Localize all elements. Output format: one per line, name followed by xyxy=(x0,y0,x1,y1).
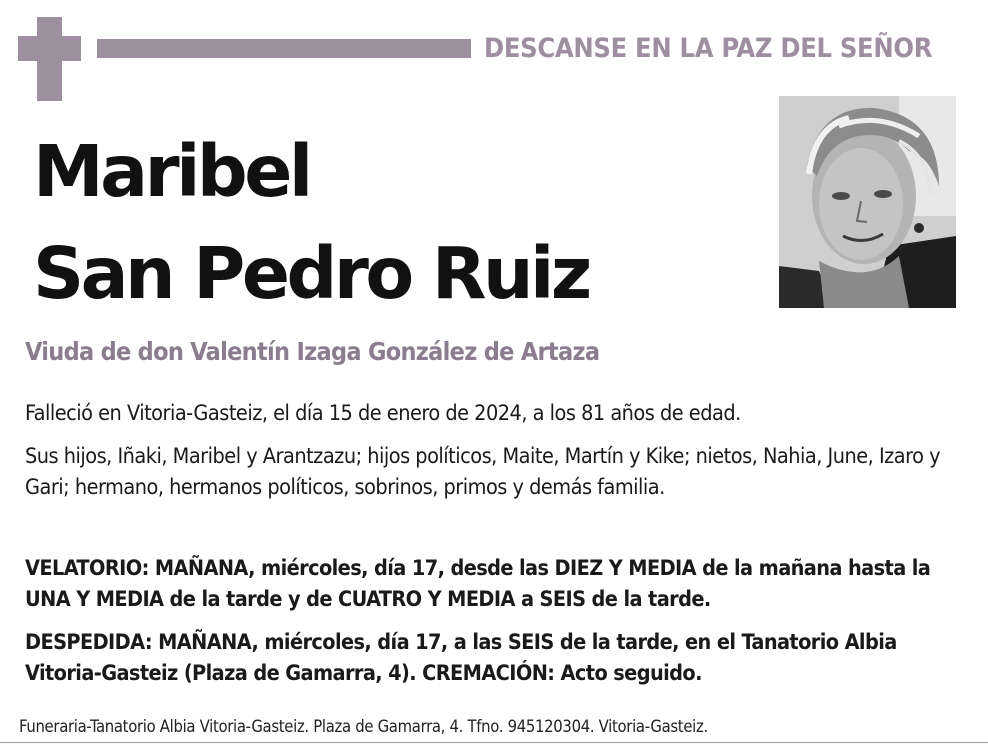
header-divider-bar xyxy=(97,39,471,58)
header-tagline: DESCANSE EN LA PAZ DEL SEÑOR xyxy=(484,33,933,64)
widow-of-line: Viuda de don Valentín Izaga González de Artaza xyxy=(25,337,600,366)
deceased-surnames: San Pedro Ruiz xyxy=(33,232,589,315)
family-list-text: Sus hijos, Iñaki, Maribel y Arantzazu; hijos políticos, Maite, Martín y Kike; nietos, Nahia, June, Izaro y Gari; hermano, hermanos políticos, sobrinos, primos y demás familia. xyxy=(25,444,941,500)
deceased-first-name: Maribel xyxy=(33,130,310,213)
portrait-photo xyxy=(779,96,956,308)
funeral-home-footer: Funeraria-Tanatorio Albia Vitoria-Gasteiz. Plaza de Gamarra, 4. Tfno. 945120304. Vitoria-Gasteiz. xyxy=(19,717,708,736)
farewell-details-text: DESPEDIDA: MAÑANA, miércoles, día 17, a las SEIS de la tarde, en el Tanatorio Albia Vitoria-Gasteiz (Plaza de Gamarra, 4). CREMACIÓN: Acto seguido. xyxy=(25,630,897,686)
wake-details-text: VELATORIO: MAÑANA, miércoles, día 17, desde las DIEZ Y MEDIA de la mañana hasta la UNA Y MEDIA de la tarde y de CUATRO Y MEDIA a SEIS de la tarde. xyxy=(25,556,931,612)
footer-divider xyxy=(0,742,988,743)
death-notice-text: Falleció en Vitoria-Gasteiz, el día 15 de enero de 2024, a los 81 años de edad. xyxy=(25,401,741,426)
